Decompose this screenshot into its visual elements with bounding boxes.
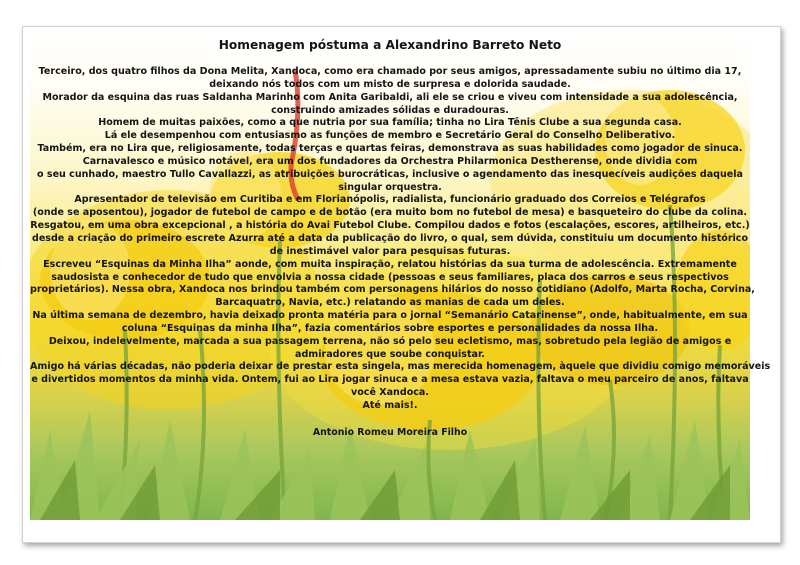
grass-leaves-dark: [40, 460, 730, 520]
text-line: Escreveu “Esquinas da Minha Ilha” aonde, com muita inspiração, relatou histórias da sua turma de adolescência. Extremamente: [43, 258, 737, 270]
text-line: Lá ele desempenhou com entusiasmo as funções de membro e Secretário Geral do Conselho Deliberativo.: [104, 130, 676, 142]
text-line: saudosista e conhecedor de tudo que envolvia a nossa cidade (pessoas e seus familiares, placa dos carros e seus respectivos: [51, 271, 729, 283]
text-line: deixando nós todos com um misto de surpresa e dolorida saudade.: [209, 78, 571, 90]
text-line: de inestimável valor para pesquisas futuras.: [269, 245, 511, 257]
text-line: coluna “Esquinas da minha Ilha”, fazia comentários sobre esportes e personalidades da nossa Ilha.: [121, 322, 659, 334]
text-line: Resgatou, em uma obra excepcional , a história do Avai Futebol Clube. Compilou dados e fotos (escalações, escores, artilheiros, etc.): [30, 220, 750, 232]
text-line: Terceiro, dos quatro filhos da Dona Melita, Xandoca, como era chamado por seus amigos, apressadamente subiu no último dia 17,: [38, 66, 742, 77]
text-line: Barcaquatro, Navia, etc.) relatando as manias de cada um deles.: [215, 297, 565, 309]
text-line: o seu cunhado, maestro Tullo Cavallazzi, as atribuições burocráticas, inclusive o agendamento das inesquecíveis audições daquela: [37, 168, 743, 180]
text-line: Morador da esquina das ruas Saldanha Marinho com Anita Garibaldi, ali ele se criou e viveu com intensidade a sua adolescência,: [42, 91, 738, 103]
document-title: Homenagem póstuma a Alexandrino Barreto Neto: [218, 38, 562, 52]
text-line: desde a criação do primeiro escrete Azurra até a data da publicação do livro, o qual, sem dúvida, constituiu um documento histórico: [31, 232, 749, 244]
text-line: Também, era no Lira que, religiosamente, todas terças e quartas feiras, demonstrava as suas habilidades como jogador de sinuca.: [37, 143, 743, 155]
text-line: Na última semana de dezembro, havia deixado pronta matéria para o jornal “Semanário Catarinense”, onde, habitualmente, em sua: [32, 310, 748, 322]
text-line: construindo amizades sólidas e duradouras.: [271, 104, 509, 116]
text-line: Até mais!.: [362, 399, 418, 411]
tribute-body: [30, 66, 771, 413]
text-line: você Xandoca.: [351, 387, 429, 399]
signature: Antonio Romeu Moreira Filho: [312, 426, 468, 438]
text-line: Deixou, indelevelmente, marcada a sua passagem terrena, não só pelo seu ecletismo, mas, sobretudo pela legião de amigos e: [48, 335, 732, 347]
text-line: admiradores que soube conquistar.: [295, 348, 485, 360]
text-line: proprietários). Nessa obra, Xandoca nos brindou também com personagens hilários do nosso cotidiano (Adolfo, Marta Rocha, Corvina,: [30, 284, 755, 296]
text-line: Apresentador de televisão em Curitiba e em Florianópolis, radialista, funcionário graduado dos Correios e Telégrafos: [74, 194, 706, 206]
text-line: Carnavalesco e músico notável, era um dos fundadores da Orchestra Philarmonica Destherense, onde dividia com: [82, 155, 698, 167]
text-line: Homem de muitas paixões, como a que nutria por sua família; tinha no Lira Tênis Clube a sua segunda casa.: [98, 117, 682, 129]
text-line: singular orquestra.: [338, 181, 442, 193]
text-line: e divertidos momentos da minha vida. Ontem, fui ao Lira jogar sinuca e a mesa estava vazia, faltava o meu parceiro de anos, faltava: [31, 374, 749, 386]
tribute-text: [30, 38, 771, 440]
text-line: (onde se aposentou), jogador de futebol de campo e de botão (era muito bom no futebol de mesa) e basqueteiro do clube da colina.: [32, 207, 748, 219]
text-line: Amigo há várias décadas, não poderia deixar de prestar esta singela, mas merecida homenagem, àquele que dividiu comigo memoráveis: [30, 361, 771, 373]
